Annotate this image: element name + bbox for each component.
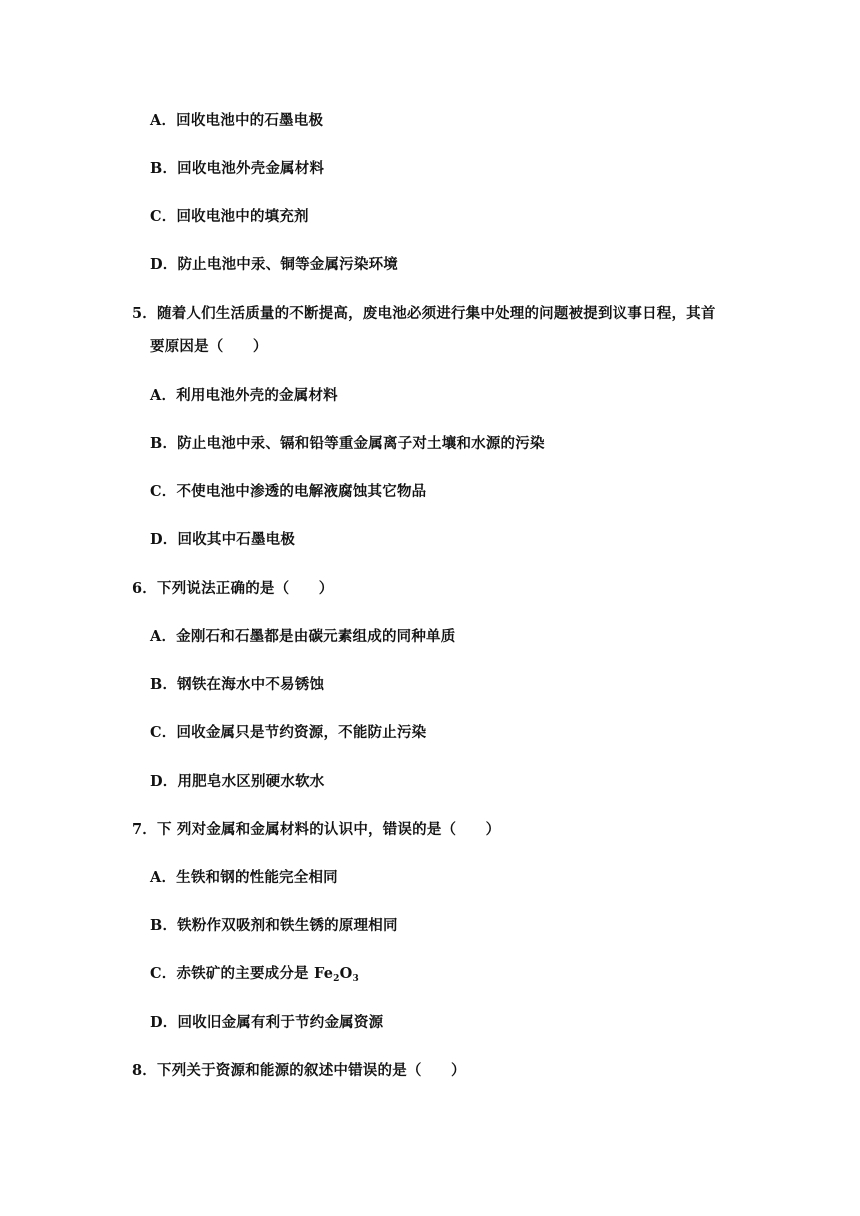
question-6-option-b: B．钢铁在海水中不易锈蚀 bbox=[150, 676, 325, 693]
question-5-stem-continued: 要原因是（ ） bbox=[150, 338, 268, 355]
formula-subscript-3: 3 bbox=[352, 974, 359, 984]
question-7-stem: 7．下 列对金属和金属材料的认识中，错误的是（ ） bbox=[132, 821, 501, 838]
question-5-option-d: D．回收其中石墨电极 bbox=[150, 531, 296, 548]
question-7-option-b: B．铁粉作双吸剂和铁生锈的原理相同 bbox=[150, 917, 398, 934]
question-5-option-b: B．防止电池中汞、镉和铅等重金属离子对土壤和水源的污染 bbox=[150, 435, 545, 452]
question-8-stem: 8．下列关于资源和能源的叙述中错误的是（ ） bbox=[132, 1062, 466, 1079]
formula-subscript-2: 2 bbox=[333, 974, 340, 984]
option-c-text: C．赤铁矿的主要成分是 Fe bbox=[150, 965, 334, 982]
formula-oxygen: O bbox=[339, 965, 353, 982]
question-5-stem: 5．随着人们生活质量的不断提高，废电池必须进行集中处理的问题被提到议事日程，其首 bbox=[132, 305, 716, 322]
prev-option-d: D．防止电池中汞、铜等金属污染环境 bbox=[150, 256, 398, 273]
question-6-option-a: A．金刚石和石墨都是由碳元素组成的同种单质 bbox=[150, 628, 456, 645]
question-5-option-c: C．不使电池中渗透的电解液腐蚀其它物品 bbox=[150, 483, 427, 500]
question-6-option-c: C．回收金属只是节约资源，不能防止污染 bbox=[150, 724, 427, 741]
question-7-option-d: D．回收旧金属有利于节约金属资源 bbox=[150, 1014, 384, 1031]
question-7-option-a: A．生铁和钢的性能完全相同 bbox=[150, 869, 338, 886]
prev-option-b: B．回收电池外壳金属材料 bbox=[150, 160, 325, 177]
question-6-stem: 6．下列说法正确的是（ ） bbox=[132, 580, 334, 597]
prev-option-c: C．回收电池中的填充剂 bbox=[150, 208, 309, 225]
question-7-option-c bbox=[150, 964, 359, 984]
question-5-option-a: A．利用电池外壳的金属材料 bbox=[150, 387, 338, 404]
prev-option-a: A．回收电池中的石墨电极 bbox=[150, 112, 324, 129]
question-6-option-d: D．用肥皂水区别硬水软水 bbox=[150, 773, 325, 790]
